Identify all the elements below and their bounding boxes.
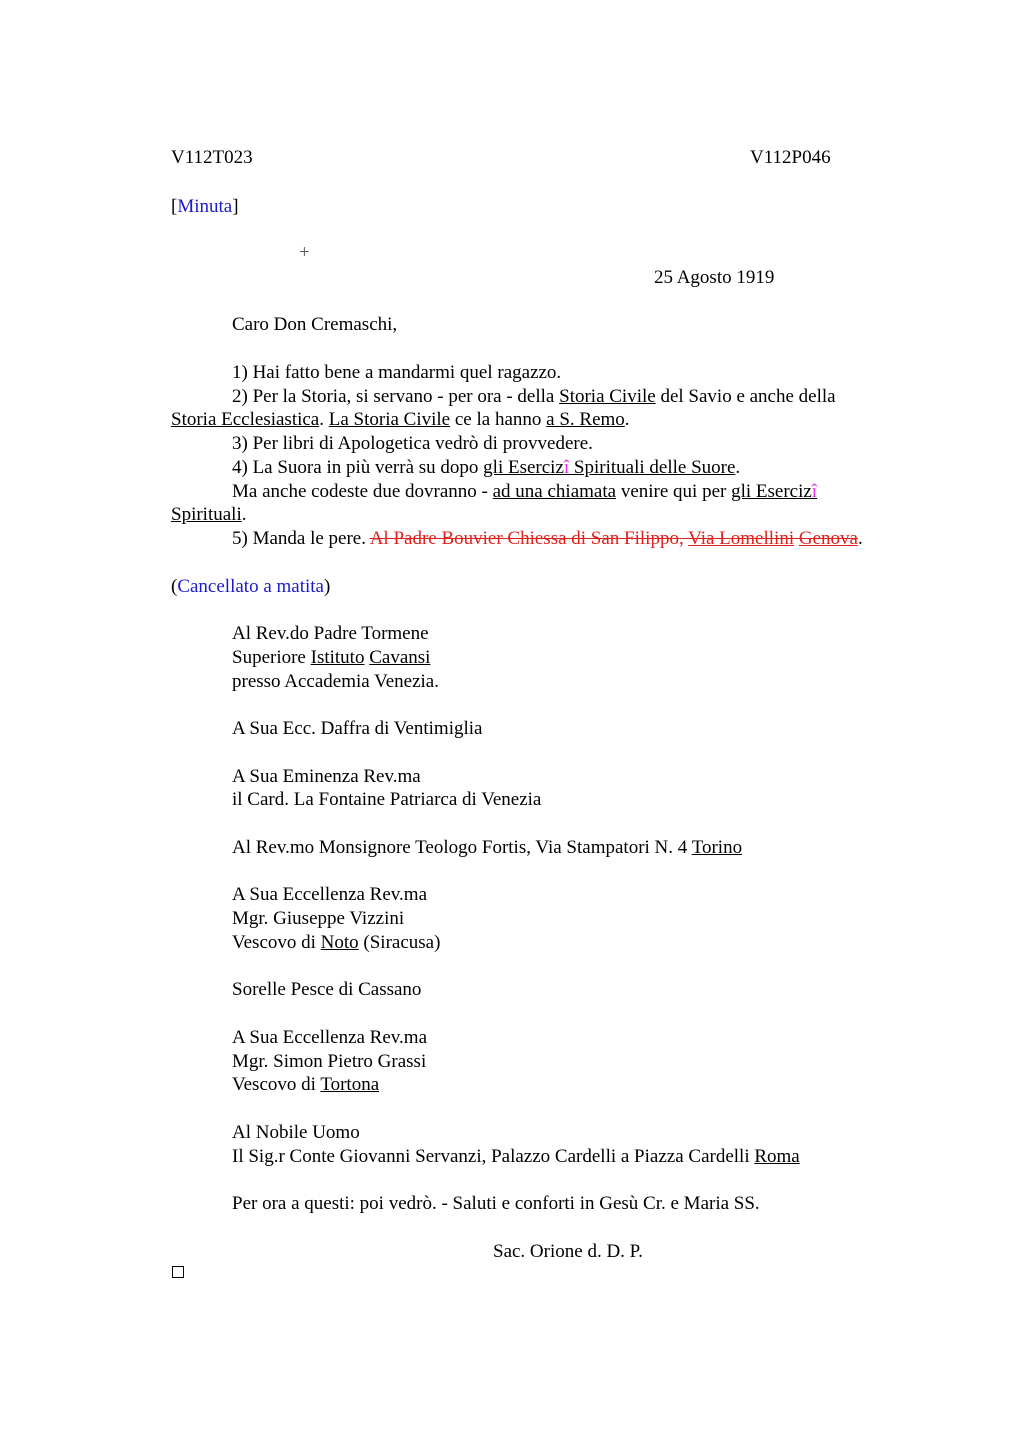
address-5-line-3: Vescovo di Noto (Siracusa) (232, 932, 441, 953)
item-5: 5) Manda le pere. Al Padre Bouvier Chiessa di San Filippo, Via Lomellini Genova. (232, 528, 863, 549)
salutation: Caro Don Cremaschi, (232, 314, 398, 335)
cross-symbol: + (299, 242, 310, 263)
item-4-note-cont: Spirituali. (171, 504, 247, 525)
item-4-note: Ma anche codeste due dovranno - ad una chiamata venire qui per gli Esercizî (232, 481, 818, 502)
address-7-line-3: Vescovo di Tortona (232, 1074, 380, 1095)
document-code-right: V112P046 (750, 147, 831, 168)
item-1: 1) Hai fatto bene a mandarmi quel ragazzo. (232, 362, 562, 383)
address-5-line-1: A Sua Eccellenza Rev.ma (232, 884, 428, 905)
address-1-line-1: Al Rev.do Padre Tormene (232, 623, 429, 644)
item-2: 2) Per la Storia, si servano - per ora - della Storia Civile del Savio e anche della (232, 386, 836, 407)
closing-line: Per ora a questi: poi vedrò. - Saluti e conforti in Gesù Cr. e Maria SS. (232, 1193, 760, 1214)
address-4: Al Rev.mo Monsignore Teologo Fortis, Via Stampatori N. 4 Torino (232, 837, 743, 858)
address-3-line-1: A Sua Eminenza Rev.ma (232, 766, 421, 787)
document-code-left: V112T023 (171, 147, 253, 168)
address-2: A Sua Ecc. Daffra di Ventimiglia (232, 718, 483, 739)
minuta-label: [Minuta] (171, 196, 239, 217)
address-1-line-2: Superiore Istituto Cavansi (232, 647, 431, 668)
address-1-line-3: presso Accademia Venezia. (232, 671, 439, 692)
item-3: 3) Per libri di Apologetica vedrò di provvedere. (232, 433, 593, 454)
item-2-cont: Storia Ecclesiastica. La Storia Civile ce la hanno a S. Remo. (171, 409, 630, 430)
address-7-line-2: Mgr. Simon Pietro Grassi (232, 1051, 427, 1072)
editorial-note: (Cancellato a matita) (171, 576, 331, 597)
address-8-line-1: Al Nobile Uomo (232, 1122, 360, 1143)
signature: Sac. Orione d. D. P. (493, 1241, 643, 1262)
address-8-line-2: Il Sig.r Conte Giovanni Servanzi, Palazzo Cardelli a Piazza Cardelli Roma (232, 1146, 800, 1167)
address-7-line-1: A Sua Eccellenza Rev.ma (232, 1027, 428, 1048)
item-4: 4) La Suora in più verrà su dopo gli Esercizî Spirituali delle Suore. (232, 457, 741, 478)
address-5-line-2: Mgr. Giuseppe Vizzini (232, 908, 405, 929)
letter-date: 25 Agosto 1919 (654, 267, 775, 288)
address-6: Sorelle Pesce di Cassano (232, 979, 422, 1000)
end-marker-box (172, 1266, 184, 1278)
address-3-line-2: il Card. La Fontaine Patriarca di Venezia (232, 789, 542, 810)
